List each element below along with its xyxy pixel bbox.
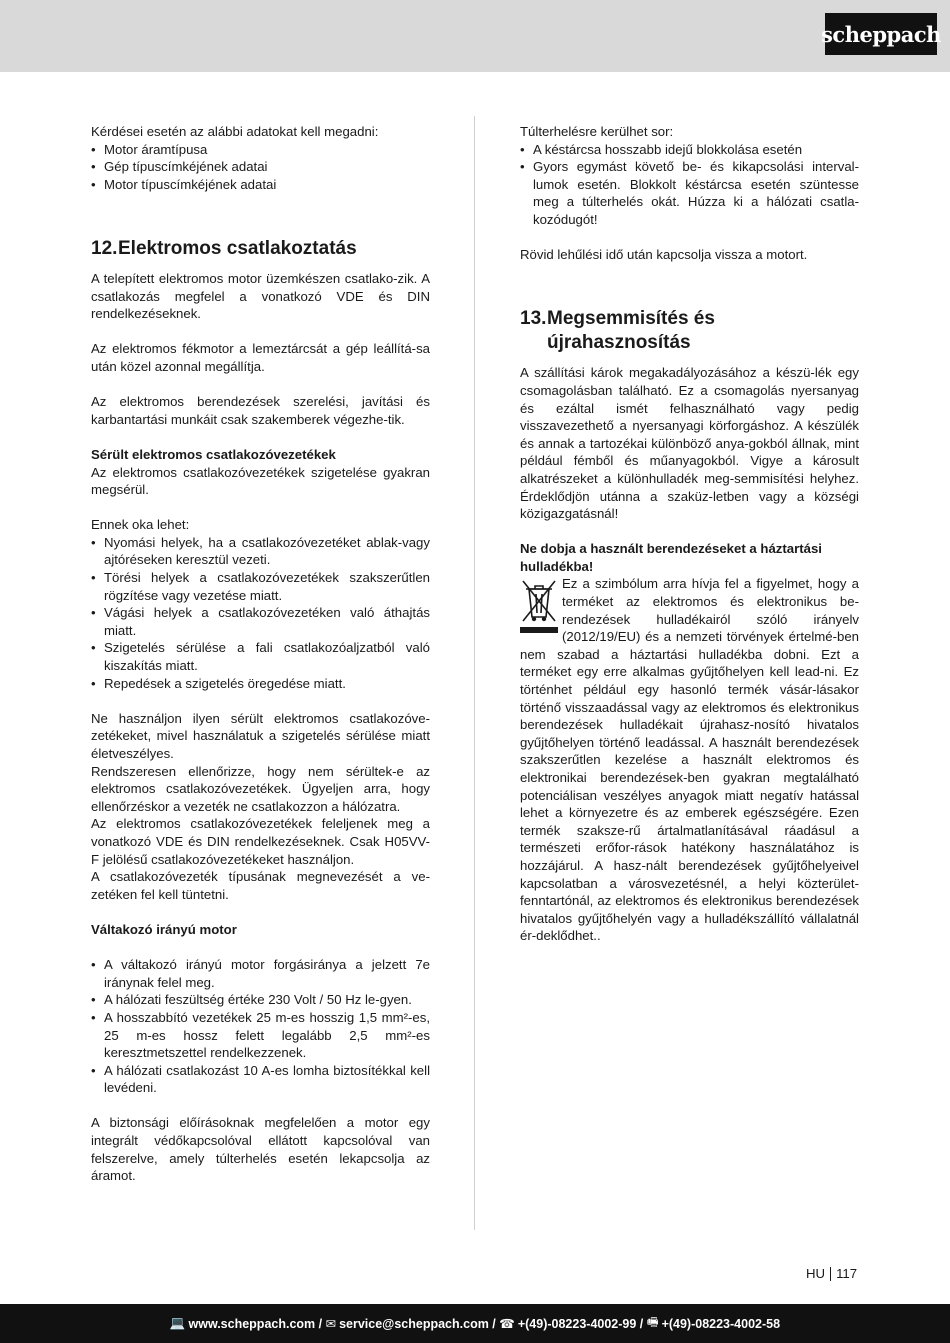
column-divider bbox=[474, 116, 475, 1230]
section-13-heading bbox=[520, 307, 859, 355]
list-item: • Gyors egymást követő be- és kikapcsolási interval-lumok esetén. Blokkolt késtárcsa esetén szüntesse meg a túlterhelés okát. Húzza ki a hálózati csatla-kozódugót! bbox=[520, 158, 859, 228]
page-number-value: 117 bbox=[836, 1266, 858, 1281]
right-column bbox=[520, 123, 859, 945]
paragraph: Az elektromos berendezések szerelési, javítási és karbantartási munkáit csak szakemberek végezhe-tik. bbox=[91, 394, 430, 427]
damaged-cables-heading: Sérült elektromos csatlakozóvezetékek bbox=[91, 446, 336, 462]
ac-motor-heading: Váltakozó irányú motor bbox=[91, 921, 237, 937]
paragraph: Ne használjon ilyen sérült elektromos csatlakozóve-zetékeket, mivel használatuk a szigetelés sérülése miatt életveszélyes. bbox=[91, 710, 430, 761]
section-number: 12. bbox=[91, 237, 118, 259]
paragraph: Az elektromos csatlakozóvezetékek feleljenek meg a vonatkozó VDE és DIN rendelkezéseknek. Csak H05VV-F jelölésű csatlakozóvezetékeket használjon. bbox=[91, 816, 430, 867]
weee-text: Ez a szimbólum arra hívja fel a figyelmet, hogy a terméket az elektromos és elektronikus be-rendezések hulladékairól szóló irányelv (2012/19/EU) és a nemzeti törvények értelmé-ben nem szabad a háztartási hulladékba dobni. Ezt a terméket egy erre alkalmas gyűjtőhelyen kell lead-ni. Ez történhet például egy hasonló termék vásár-lásakor történő visszaadással vagy az elektromos és elektronikus berendezések hulladékait újrahasz-nosító hivatalos gyűjtőhelyen történő leadással. A használt berendezések szakszerűtlen kezelése a használt elektromos és elektronikai berendezések-ben gyakran megtalálható potenciálisan veszélyes anyagok miatt negatív hatással lehet a környezetre és az emberek egészségére. Ezen termék szaksze-rű ártalmatlanításával ráadásul a természeti erőfor-rások hatékony használatához is hozzájárul. A hasz-nált berendezések gyűjtőhelyeivel kapcsolatban a városvezetésnél, a helyi közterület-fenntartónál, az elektromos és elektronikus berendezések hivatalos gyűjtőhelyén vagy a hulladékszállító vállalatnál ér-deklődhet.. bbox=[520, 576, 859, 944]
left-column bbox=[91, 123, 430, 1185]
list-item: • Szigetelés sérülése a fali csatlakozóaljzatból való kiszakítás miatt. bbox=[91, 639, 430, 674]
ac-motor-list bbox=[91, 956, 430, 1097]
causes-list bbox=[91, 534, 430, 692]
list-item: • A hosszabbító vezetékek 25 m-es hosszig 1,5 mm²-es, 25 m-es hossz felett legalább 2,5 mm²-es keresztmetszettel rendelkezzenek. bbox=[91, 1009, 430, 1062]
causes-intro: Ennek oka lehet: bbox=[91, 517, 190, 533]
header-bar bbox=[0, 0, 950, 72]
footer-separator: / bbox=[315, 1316, 326, 1331]
list-item: • Repedések a szigetelés öregedése miatt. bbox=[91, 675, 430, 693]
paragraph: Az elektromos csatlakozóvezetékek szigetelése gyakran megsérül. bbox=[91, 464, 430, 498]
list-item: • A váltakozó irányú motor forgásiránya a jelzett 7e iránynak felel meg. bbox=[91, 956, 430, 991]
list-item: • A hálózati feszültség értéke 230 Volt / 50 Hz le-gyen. bbox=[91, 991, 430, 1009]
computer-icon: 💻 bbox=[169, 1316, 186, 1330]
page-lang: HU bbox=[806, 1266, 826, 1281]
list-item: • Nyomási helyek, ha a csatlakozóvezetéket ablak-vagy ajtóréseken keresztül vezeti. bbox=[91, 534, 430, 569]
intro-text: Kérdései esetén az alábbi adatokat kell megadni: bbox=[91, 124, 379, 139]
paragraph: Az elektromos fékmotor a lemeztárcsát a gép leállítá-sa után közel azonnal megállítja. bbox=[91, 341, 430, 374]
section-title: Elektromos csatlakoztatás bbox=[118, 237, 357, 259]
paragraph: Rendszeresen ellenőrizze, hogy nem sérültek-e az elektromos csatlakozóvezetékek. Ügyeljen arra, hogy ellenőrzéskor a vezeték ne csatlakozzon a hálózatra. bbox=[91, 763, 430, 814]
paragraph: A csatlakozóvezeték típusának megnevezését a ve-zetéken fel kell tüntetni. bbox=[91, 869, 430, 902]
list-item: • A hálózati csatlakozást 10 A-es lomha biztosítékkal kell levédeni. bbox=[91, 1062, 430, 1097]
crossed-bin-icon bbox=[520, 577, 558, 635]
list-item: • Gép típuscímkéjének adatai bbox=[91, 158, 430, 176]
intro-list bbox=[91, 141, 430, 194]
section-12-heading bbox=[91, 237, 430, 261]
weee-block bbox=[520, 575, 859, 944]
mail-icon: ✉ bbox=[325, 1317, 337, 1331]
paragraph: A szállítási károk megakadályozásához a készü-lék egy csomagolásban található. Ez a csomagolás nyersanyag és ezáltal ismét felhasználható vagy pedig visszavezethető a nyersanyagi körforgáshoz. A készülék és annak a tartozékai különböző anya-gokból állnak, mint például fémből és műanyagokból. Vigye a károsult alkatrészeket a különhulladék meg-semmisítési helyhez. Érdeklődjön utánna a szaküz-letben vagy a községi közigazgatásnál! bbox=[520, 365, 859, 522]
list-item: • A késtárcsa hosszabb idejű blokkolása esetén bbox=[520, 141, 859, 159]
footer-separator: / bbox=[636, 1316, 647, 1331]
footer-separator: / bbox=[488, 1316, 500, 1331]
footer-fax: +(49)-08223-4002-58 bbox=[661, 1316, 781, 1331]
fax-icon: 🖷 bbox=[646, 1315, 659, 1329]
weee-heading: Ne dobja a használt berendezéseket a háztartási hulladékba! bbox=[520, 541, 822, 574]
overload-intro: Túlterhelésre kerülhet sor: bbox=[520, 124, 674, 139]
paragraph: A telepített elektromos motor üzemkészen csatlako-zik. A csatlakozás megfelel a vonatkozó VDE és DIN rendelkezéseknek. bbox=[91, 270, 430, 322]
section-title: Megsemmisítés és újrahasznosítás bbox=[547, 308, 715, 354]
footer-website[interactable]: www.scheppach.com bbox=[188, 1316, 316, 1331]
overload-list bbox=[520, 141, 859, 229]
paragraph: Rövid lehűlési idő után kapcsolja vissza a motort. bbox=[520, 247, 808, 263]
page-number bbox=[806, 1265, 857, 1282]
list-item: • Törési helyek a csatlakozóvezetékek szakszerűtlen rögzítése vagy vezetése miatt. bbox=[91, 569, 430, 604]
list-item: • Motor áramtípusa bbox=[91, 141, 430, 159]
footer-phone: +(49)-08223-4002-99 bbox=[517, 1316, 637, 1331]
phone-icon: ☎ bbox=[499, 1317, 515, 1331]
footer-email[interactable]: service@scheppach.com bbox=[339, 1316, 489, 1331]
paragraph: A biztonsági előírásoknak megfelelően a motor egy integrált védőkapcsolóval ellátott kapcsolóval van felszerelve, amely túlterhelés esetén lekapcsolja az áramot. bbox=[91, 1115, 430, 1184]
list-item: • Motor típuscímkéjének adatai bbox=[91, 176, 430, 194]
footer-bar bbox=[0, 1304, 950, 1343]
scheppach-logo: scheppach bbox=[825, 13, 937, 55]
list-item: • Vágási helyek a csatlakozóvezetéken való áthajtás miatt. bbox=[91, 604, 430, 639]
page-separator bbox=[830, 1267, 831, 1281]
section-number: 13. bbox=[520, 308, 547, 330]
